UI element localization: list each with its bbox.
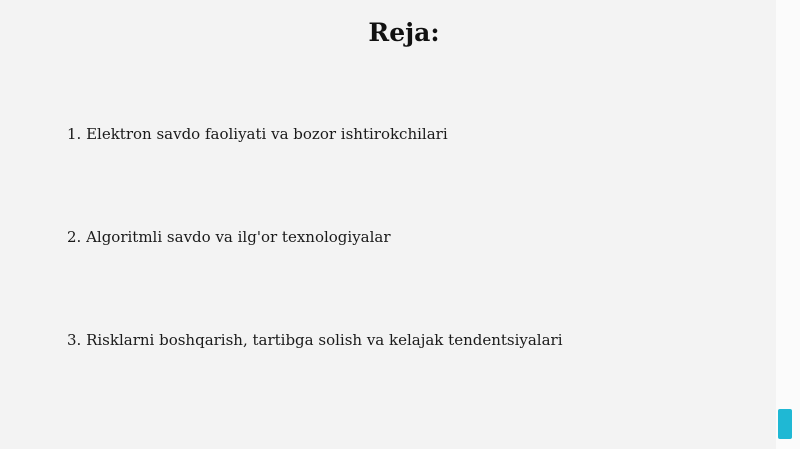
plan-item-3: 3. Risklarni boshqarish, tartibga solish va kelajak tendentsiyalari [67,331,563,349]
plan-item-2: 2. Algoritmli savdo va ilg'or texnologiyalar [67,228,391,246]
scroll-thumb[interactable] [778,409,792,439]
plan-item-1: 1. Elektron savdo faoliyati va bozor ishtirokchilari [67,125,448,143]
vertical-scrollbar[interactable] [776,0,800,449]
slide-title: Reja: [368,18,440,47]
